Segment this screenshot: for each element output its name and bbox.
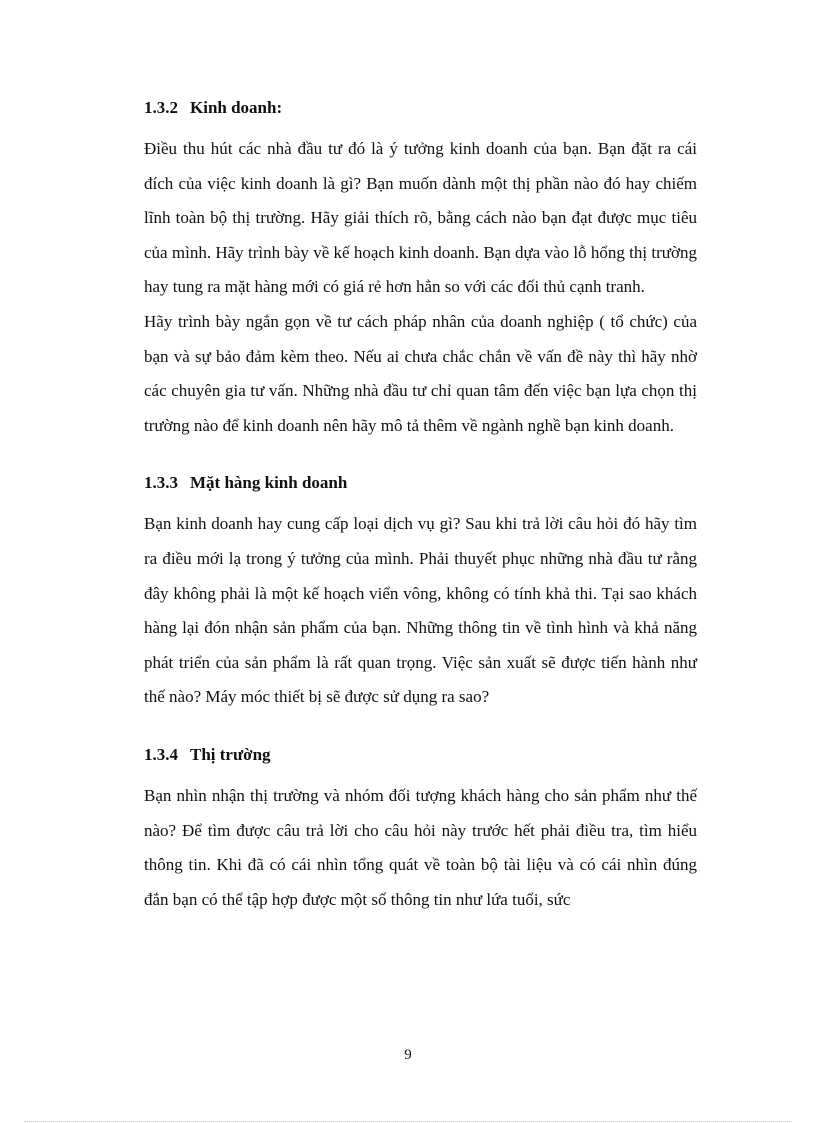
- section-number: 1.3.4: [144, 744, 178, 764]
- section-title: Kinh doanh:: [190, 98, 283, 117]
- page-number: 9: [404, 1047, 412, 1063]
- section-heading: [144, 473, 697, 493]
- section-heading: [144, 745, 697, 765]
- section-heading: [144, 98, 697, 118]
- section-gap: [144, 715, 697, 745]
- section-number: 1.3.2: [144, 98, 178, 117]
- section-gap: [144, 443, 697, 473]
- section-title: Thị trường: [190, 744, 271, 764]
- page-bottom-divider: [24, 1121, 792, 1122]
- paragraph: Hãy trình bày ngắn gọn về tư cách pháp nhân của doanh nghiệp ( tổ chức) của bạn và sự bảo đảm kèm theo. Nếu ai chưa chắc chắn về vấn đề này thì hãy nhờ các chuyên gia tư vấn. Những nhà đầu tư chỉ quan tâm đến việc bạn lựa chọn thị trường nào để kinh doanh nên hãy mô tả thêm về ngành nghề bạn kinh doanh.: [144, 311, 697, 435]
- section-1-3-3: [144, 473, 697, 715]
- paragraph: Bạn nhìn nhận thị trường và nhóm đối tượng khách hàng cho sản phẩm như thế nào? Để tìm được câu trả lời cho câu hỏi này trước hết phải điều tra, tìm hiểu thông tin. Khi đã có cái nhìn tổng quát về toàn bộ tài liệu và có cái nhìn đúng đắn bạn có thể tập hợp được một số thông tin như lứa tuổi, sức: [144, 785, 697, 909]
- section-1-3-2: [144, 98, 697, 443]
- section-number: 1.3.3: [144, 473, 178, 493]
- section-1-3-4: [144, 745, 697, 917]
- paragraph: Bạn kinh doanh hay cung cấp loại dịch vụ gì? Sau khi trả lời câu hỏi đó hãy tìm ra điều mới lạ trong ý tưởng của mình. Phải thuyết phục những nhà đầu tư rằng đây không phải là một kế hoạch viển vông, không có tính khả thi. Tại sao khách hàng lại đón nhận sản phẩm của bạn. Những thông tin về tình hình và khả năng phát triển của sản phẩm là rất quan trọng. Việc sản xuất sẽ được tiến hành như thế nào? Máy móc thiết bị sẽ được sử dụng ra sao?: [144, 514, 697, 707]
- section-title: Mặt hàng kinh doanh: [190, 473, 348, 493]
- paragraph: Điều thu hút các nhà đầu tư đó là ý tưởng kinh doanh của bạn. Bạn đặt ra cái đích của việc kinh doanh là gì? Bạn muốn dành một thị phần nào đó hay chiếm lĩnh toàn bộ thị trường. Hãy giải thích rõ, bằng cách nào bạn đạt được mục tiêu của mình. Hãy trình bày về kế hoạch kinh doanh. Bạn dựa vào lỗ hổng thị trường hay tung ra mặt hàng mới có giá rẻ hơn hẳn so với các đối thủ cạnh tranh.: [144, 139, 697, 297]
- page-content: [144, 98, 697, 917]
